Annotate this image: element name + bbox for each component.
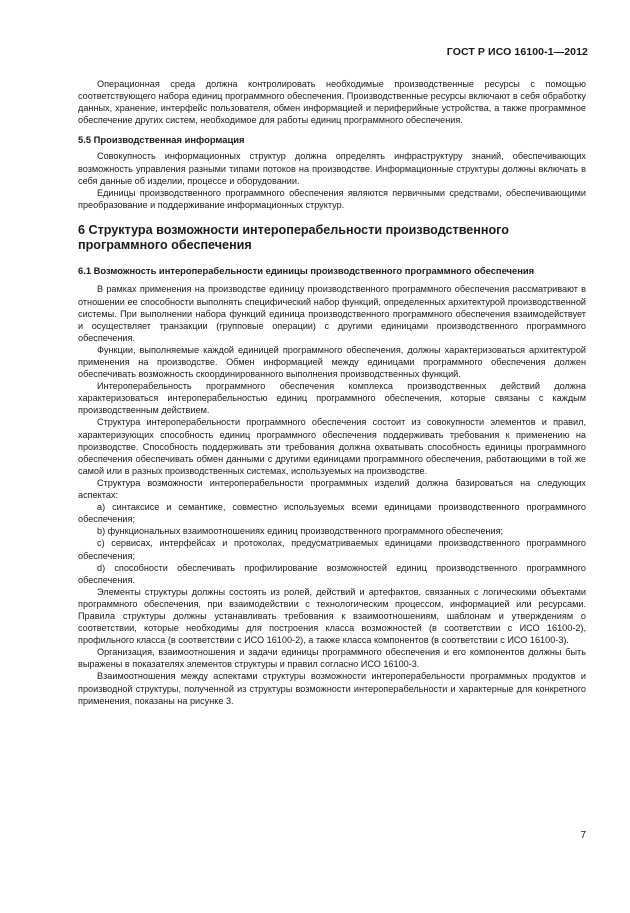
paragraph-organization: Организация, взаимоотношения и задачи единицы программного обеспечения и его компонентов должны быть выражены в показателях элементов структуры и правил согласно ИСО 16100-3. [78,647,586,670]
paragraph-software-units: Единицы производственного программного обеспечения являются первичными средствами, обеспечивающими преобразование и поддерживание информационных структур. [78,187,586,210]
page-number: 7 [580,830,586,841]
paragraph-interoperability-structure: Структура интероперабельности программного обеспечения состоит из совокупности элементов и правил, характеризующих способность единиц программного обеспечения поддерживать требования к применению на производстве. Способность поддерживать эти требования должна охватывать способность единицы программного обеспечения обеспечивать обмен данными с другими единицами программного обеспечения, работающими в той же самой или в разных производственных системах, используемых на производстве. [78,417,586,476]
section-5-5-title: 5.5 Производственная информация [78,134,245,146]
section-6-1-title: 6.1 Возможность интероперабельности единицы производственного программного обеспечения [78,265,535,277]
standard-header: ГОСТ Р ИСО 16100-1—2012 [446,46,588,58]
paragraph-complex-interoperability: Интероперабельность программного обеспечения комплекса производственных действий должна характеризоваться интероперабельностью единиц программного обеспечения, которые связаны с каждым производственным действием. [78,381,586,416]
paragraph-operational-environment: Операционная среда должна контролировать необходимые производственные ресурсы с помощью соответствующего набора единиц программного обеспечения. Производственные ресурсы включают в себя обработку данных, хранение, интерфейс пользователя, обмен информацией и периферийные устройства, а также программное обеспечение других систем, необходимое для работы единиц программного обеспечения. [78,79,586,126]
paragraph-functions-architecture: Функции, выполняемые каждой единицей программного обеспечения, должны характеризоваться архитектурой применения на производстве. Обмен информацией между единицами программного обеспечения должен обеспечивать возможность скоординированного выполнения производственных функций. [78,344,586,380]
list-item-c: с) сервисах, интерфейсах и протоколах, предусматриваемых единицами производственного программного обеспечения; [78,538,586,561]
list-item-a: а) синтаксисе и семантике, совместно используемых всеми единицами производственного программного обеспечения; [78,502,586,525]
paragraph-structure-elements: Элементы структуры должны состоять из ролей, действий и артефактов, связанных с логическими объектами программного обеспечения, при взаимодействии с технологическим процессом, информацией или ресурсами. Правила структуры должны устанавливать требования к взаимоотношениям, шаблонам и утверждениям о соответствии, которые необходимы для построения класса возможностей (в соответствии с ИСО 16100-2), профильного класса (в соответствии с ИСО 16100-2), а также класса компонентов (в соответствии с ИСО 16100-3). [78,586,586,646]
list-item-b: b) функциональных взаимоотношениях единиц производственного программного обеспечения; [97,526,504,537]
page-content [78,78,586,707]
paragraph-unit-functions: В рамках применения на производстве единицу производственного программного обеспечения рассматривают в отношении ее способности выполнять специфический набор функций, определенных архитектурой производственной системы. При выполнении набора функций единица производственного программного обеспечения взаимодействует и осуществляет транзакции (групповые операции) с другими единицами производственного программного обеспечения. [78,284,586,343]
list-item-d: d) способности обеспечивать профилирование возможностей единиц производственного программного обеспечения. [78,562,586,585]
paragraph-figure-reference: Взаимоотношения между аспектами структуры возможности интероперабельности программных продуктов и производной структуры, полученной из структуры возможности интероперабельности и характерные для конкретного применения, показаны на рисунке 3. [78,671,586,706]
paragraph-aspects-intro: Структура возможности интероперабельности программных изделий должна базироваться на следующих аспектах: [78,477,586,501]
section-6-title: 6 Структура возможности интероперабельности производственного программного обеспечения [78,222,509,253]
paragraph-information-structures: Совокупность информационных структур должна определять инфраструктуру знаний, обеспечивающих возможность управления разными типами потоков на производстве. Информационные структуры должны включать в себя данные об изделии, процессе и оборудовании. [78,151,586,186]
